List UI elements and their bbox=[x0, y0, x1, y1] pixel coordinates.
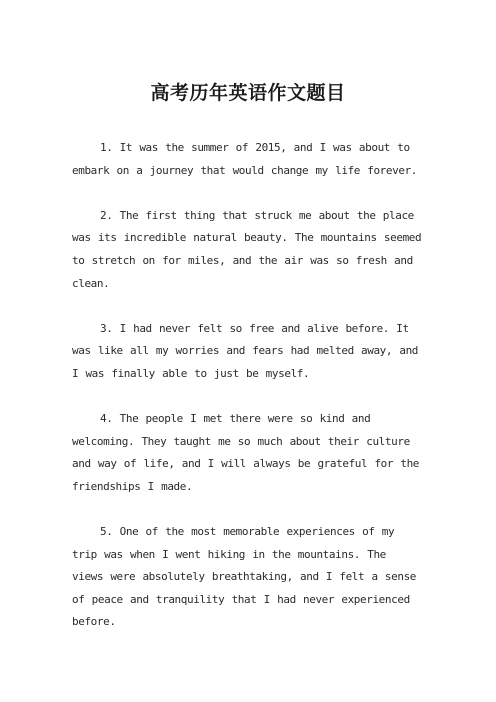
paragraph-3: 3. I had never felt so free and alive before. It was like all my worries and fears had melted away, and I was finally able to just be myself. bbox=[72, 321, 419, 380]
paragraph-2: 2. The first thing that struck me about the place was its incredible natural beauty. The mountains seemed to stretch on for miles, and the air was so fresh and clean. bbox=[72, 208, 422, 290]
document-body bbox=[72, 137, 424, 657]
paragraph-1: 1. It was the summer of 2015, and I was about to embark on a journey that would change my life forever. bbox=[72, 141, 418, 177]
document-title: 高考历年英语作文题目 bbox=[150, 82, 346, 104]
paragraph-4: 4. The people I met there were so kind and welcoming. They taught me so much about their culture and way of life, and I will always be grateful for the friendships I made. bbox=[72, 412, 420, 493]
paragraph-5: 5. One of the most memorable experiences of my trip was when I went hiking in the mountains. The views were absolutely breathtaking, and I felt a sense of peace and tranquility that I had never experienced before. bbox=[72, 525, 417, 629]
